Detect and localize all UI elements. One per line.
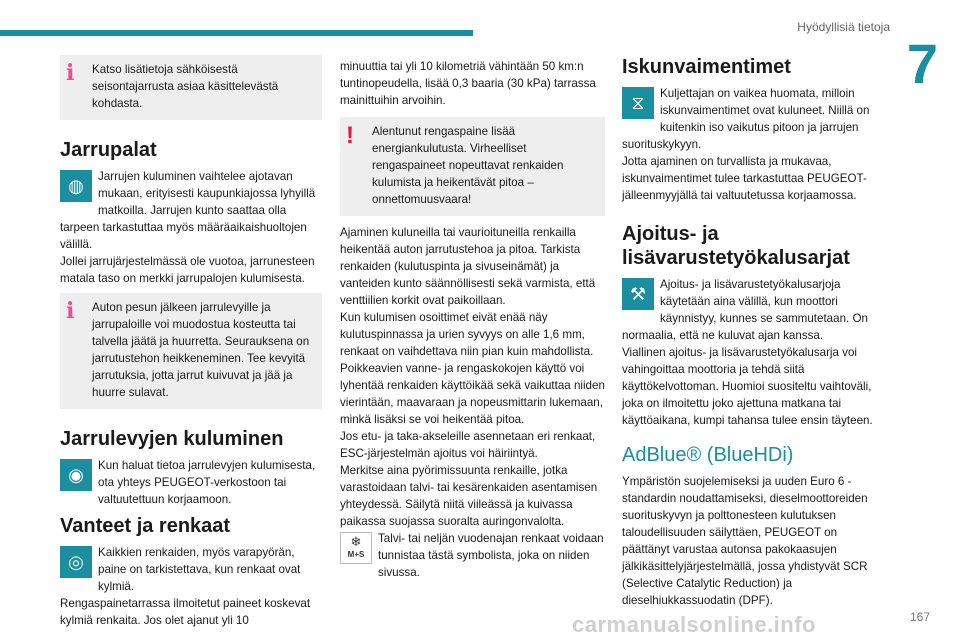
chapter-number: 7: [906, 32, 938, 95]
tools-block: [622, 276, 887, 429]
heading-adblue: AdBlue® (BlueHDi): [622, 444, 794, 466]
heading-brake-pads: Jarrupalat: [60, 139, 157, 161]
tools-text-2: Viallinen ajoitus- ja lisävarustetyökalusarja voi vahingoittaa moottoria ja tehdä siitä käyttökelvottoman. Huomioi suositeltu vaihtoväli, joka on ilmoitettu joko ajettuna matkana tai käyttöaikana, kumpi tahansa tulee ensin täyteen.: [622, 346, 873, 427]
continued-text: minuuttia tai yli 10 kilometriä vähintään 50 km:n tuntinopeudella, lisää 0,3 baaria (30 kPa) tarrassa mainittuihin arvoihin.: [340, 60, 596, 107]
brake-disc-icon: ◉: [60, 459, 92, 491]
column-right: [622, 55, 887, 609]
heading-brake-discs: Jarrulevyjen kuluminen: [60, 428, 284, 450]
brake-pads-block: [60, 168, 322, 287]
brake-pad-icon: ◍: [60, 170, 92, 202]
header-accent-bar: [0, 30, 473, 36]
warning-icon: !: [346, 122, 354, 149]
shocks-text-2: Jotta ajaminen on turvallista ja mukavaa, iskunvaimentimet tulee tarkastuttaa PEUGEOT-jälleenmyyjällä tai valtuutetussa korjaamossa.: [622, 155, 867, 202]
discs-text: Kun haluat tietoa jarrulevyjen kulumisesta, ota yhteys PEUGEOT-verkostoon tai valtuutettuun korjaamoon.: [98, 459, 316, 506]
text-c: Poikkeavien vanne- ja rengaskokojen käyttö voi lyhentää renkaiden käyttöikää sekä vaikuttaa niiden vierintään, maavaraan ja nopeusmittarin lukemaan, minkä lisäksi se voi heikentää pitoa.: [340, 362, 605, 426]
heading-tool-kits: Ajoitus- ja lisävarustetyökalusarjat: [622, 223, 850, 269]
adblue-text: Ympäristön suojelemiseksi ja uuden Euro 6 -standardin noudattamiseksi, dieselmoottoreiden suorituskyvyn ja polttonesteen kulutuksen taloudellisuuden säilyttäen, PEUGEOT on päättänyt varustaa autonsa pakokaasujen jälkikäsittelyjärjestelmällä, jossa yhdistyvät SCR (Selective Catalytic Reduction) ja dieselhiukkassuodatin (DPF).: [622, 475, 868, 607]
brakes-text-2: Jollei jarrujärjestelmässä ole vuotoa, jarrunesteen matala taso on merkki jarrupalojen kulumisesta.: [60, 255, 315, 285]
shocks-text: Kuljettajan on vaikea huomata, milloin iskunvaimentimet ovat kuluneet. Niillä on kuitenkin iso vaikutus pitoon ja jarrujen suorituskykyyn.: [622, 87, 870, 151]
wrench-icon: ⚒: [622, 278, 654, 310]
shock-absorber-icon: ⧖: [622, 87, 654, 119]
snowflake-mountain-icon: ❄ M+S: [340, 532, 372, 564]
text-e: Merkitse aina pyörimissuunta renkaille, jotka varastoidaan talvi- tai kesärenkaiden asentamisen yhteydessä. Säilytä niitä viileässä ja kuivassa paikassa suojassa suoralta auringonvalolta.: [340, 464, 598, 528]
brake-discs-block: [60, 457, 322, 508]
tools-text: Ajoitus- ja lisävarustetyökalusarjoja käytetään aina välillä, kun moottori käynnistyy, kunnes se sammutetaan. On normaalia, että ne kuluvat ajan kanssa.: [622, 278, 868, 342]
wheels-block: [60, 544, 322, 629]
info-note: [60, 293, 322, 409]
winter-tyre-block: [340, 530, 605, 581]
warning-text: Alentunut rengaspaine lisää energiankulutusta. Virheelliset rengaspaineet nopeuttavat renkaiden kulumista ja heikentävät pitoa – onnettomuusvaara!: [372, 125, 564, 206]
text-d: Jos etu- ja taka-akseleille asennetaan eri renkaat, ESC-järjestelmän ajoitus voi häiriintyä.: [340, 430, 596, 460]
winter-text: Talvi- tai neljän vuodenajan renkaat voidaan tunnistaa tästä symbolista, joka on niiden sivussa.: [378, 532, 604, 579]
wheels-text: Kaikkien renkaiden, myös varapyörän, paine on tarkistettava, kun renkaat ovat kylmiä.: [98, 546, 301, 593]
watermark: carmanualsonline.info: [572, 612, 816, 637]
note-text: Auton pesun jälkeen jarrulevyille ja jarrupaloille voi muodostua kosteutta tai talvella jäätä ja huurretta. Seurauksena on jarrutustehon heikkeneminen. Tee kevyitä jarrutuksia, jotta jarrut kuivuvat ja jää ja huurre sulavat.: [92, 301, 310, 399]
page-number: 167: [909, 610, 930, 624]
column-left: [60, 55, 322, 635]
shocks-block: [622, 85, 887, 204]
wheels-text-2: Rengaspainetarrassa ilmoitetut paineet koskevat kylmiä renkaita. Jos olet ajanut yli 10: [60, 597, 311, 627]
text-a: Ajaminen kuluneilla tai vaurioituneilla renkailla heikentää auton jarrutustehoa ja pitoa. Tarkista renkaiden (kulutuspinta ja sivuseinämät) ja vanteiden kunto säännöllisesti sekä varmista, että venttiilien korkit ovat paikoillaan.: [340, 226, 596, 307]
warning-note: [340, 117, 605, 216]
info-icon: i: [66, 298, 75, 324]
text-b: Kun kulumisen osoittimet eivät enää näy kulutuspinnassa ja urien syvyys on alle 1,6 mm, renkaat on vaihdettava niin pian kuin mahdollista.: [340, 311, 594, 358]
heading-shock-absorbers: Iskunvaimentimet: [622, 56, 791, 78]
brakes-text: Jarrujen kuluminen vaihtelee ajotavan mukaan, erityisesti kaupunkiajossa lyhyillä matkoilla. Jarrujen kunto saattaa olla tarpeen tarkastuttaa myös määräaikaishuoltojen välillä.: [60, 170, 316, 251]
section-title: Hyödyllisiä tietoja: [797, 20, 890, 34]
column-middle: [340, 58, 605, 581]
info-note: [60, 55, 322, 120]
tyre-icon: ◎: [60, 546, 92, 578]
heading-wheels-tyres: Vanteet ja renkaat: [60, 515, 231, 537]
info-icon: i: [66, 60, 75, 86]
note-text: Katso lisätietoja sähköisestä seisontajarrusta asiaa käsittelevästä kohdasta.: [92, 63, 279, 110]
